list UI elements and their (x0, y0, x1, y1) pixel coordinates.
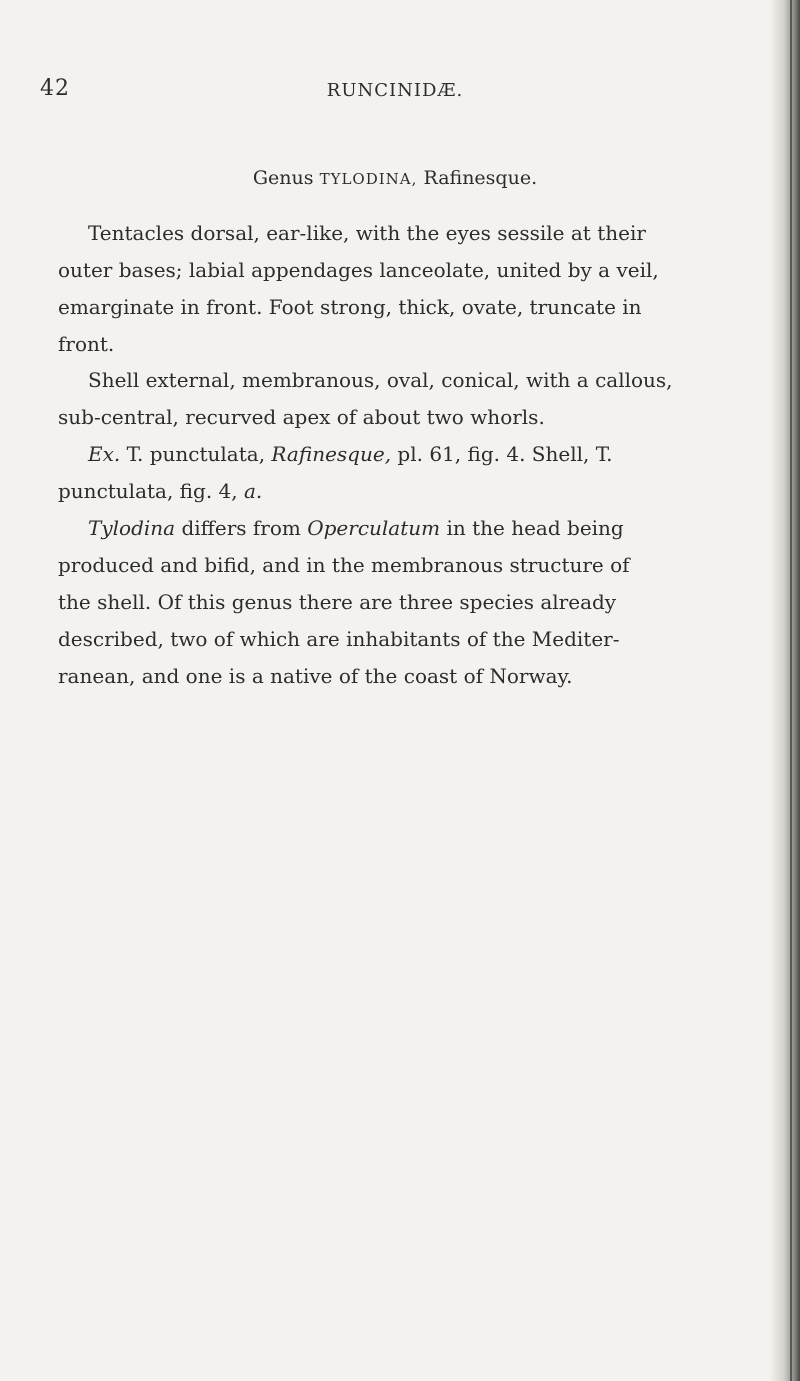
paragraph4-line: ranean, and one is a native of the coast of Norway. (58, 664, 573, 688)
example-figure: punctulata, fig. 4, (58, 479, 238, 503)
paragraph1-line: front. (58, 332, 115, 356)
paragraph4-line: described, two of which are inhabitants of the Mediter- (58, 627, 620, 651)
paragraph4-line (88, 516, 624, 540)
example-line (88, 442, 612, 466)
page-edge-line (790, 0, 792, 1381)
genus-name: TYLODINA, (319, 170, 418, 188)
running-head: RUNCINIDÆ. (326, 80, 464, 101)
genus-reference: Operculatum (307, 516, 441, 540)
genus-author: Rafinesque. (423, 167, 538, 189)
genus-label: Genus (252, 167, 314, 189)
paragraph1-line: emarginate in front. Foot strong, thick, ovate, truncate in (58, 295, 642, 319)
paragraph1-line: Tentacles dorsal, ear-like, with the eyes sessile at their (88, 221, 646, 245)
paragraph2-line: Shell external, membranous, oval, conical, with a callous, (88, 368, 673, 392)
genus-heading (0, 167, 790, 189)
example-label: Ex. (88, 442, 121, 466)
paragraph2-line: sub-central, recurved apex of about two whorls. (58, 405, 545, 429)
genus-reference: Tylodina (88, 516, 176, 540)
example-author: Rafinesque, (271, 442, 392, 466)
paragraph4-line: the shell. Of this genus there are three species already (58, 590, 617, 614)
example-species: T. punctulata, (126, 442, 266, 466)
paragraph4-text: in the head being (446, 516, 624, 540)
example-line (58, 479, 262, 503)
page-edge-shadow (770, 0, 800, 1381)
paragraph4-text: differs from (181, 516, 301, 540)
paragraph4-line: produced and bifid, and in the membranous structure of (58, 553, 630, 577)
paragraph1-line: outer bases; labial appendages lanceolate, united by a veil, (58, 258, 659, 282)
example-reference: pl. 61, fig. 4. Shell, T. (397, 442, 613, 466)
page-number: 42 (40, 76, 70, 101)
example-figure-letter: a. (243, 479, 263, 503)
